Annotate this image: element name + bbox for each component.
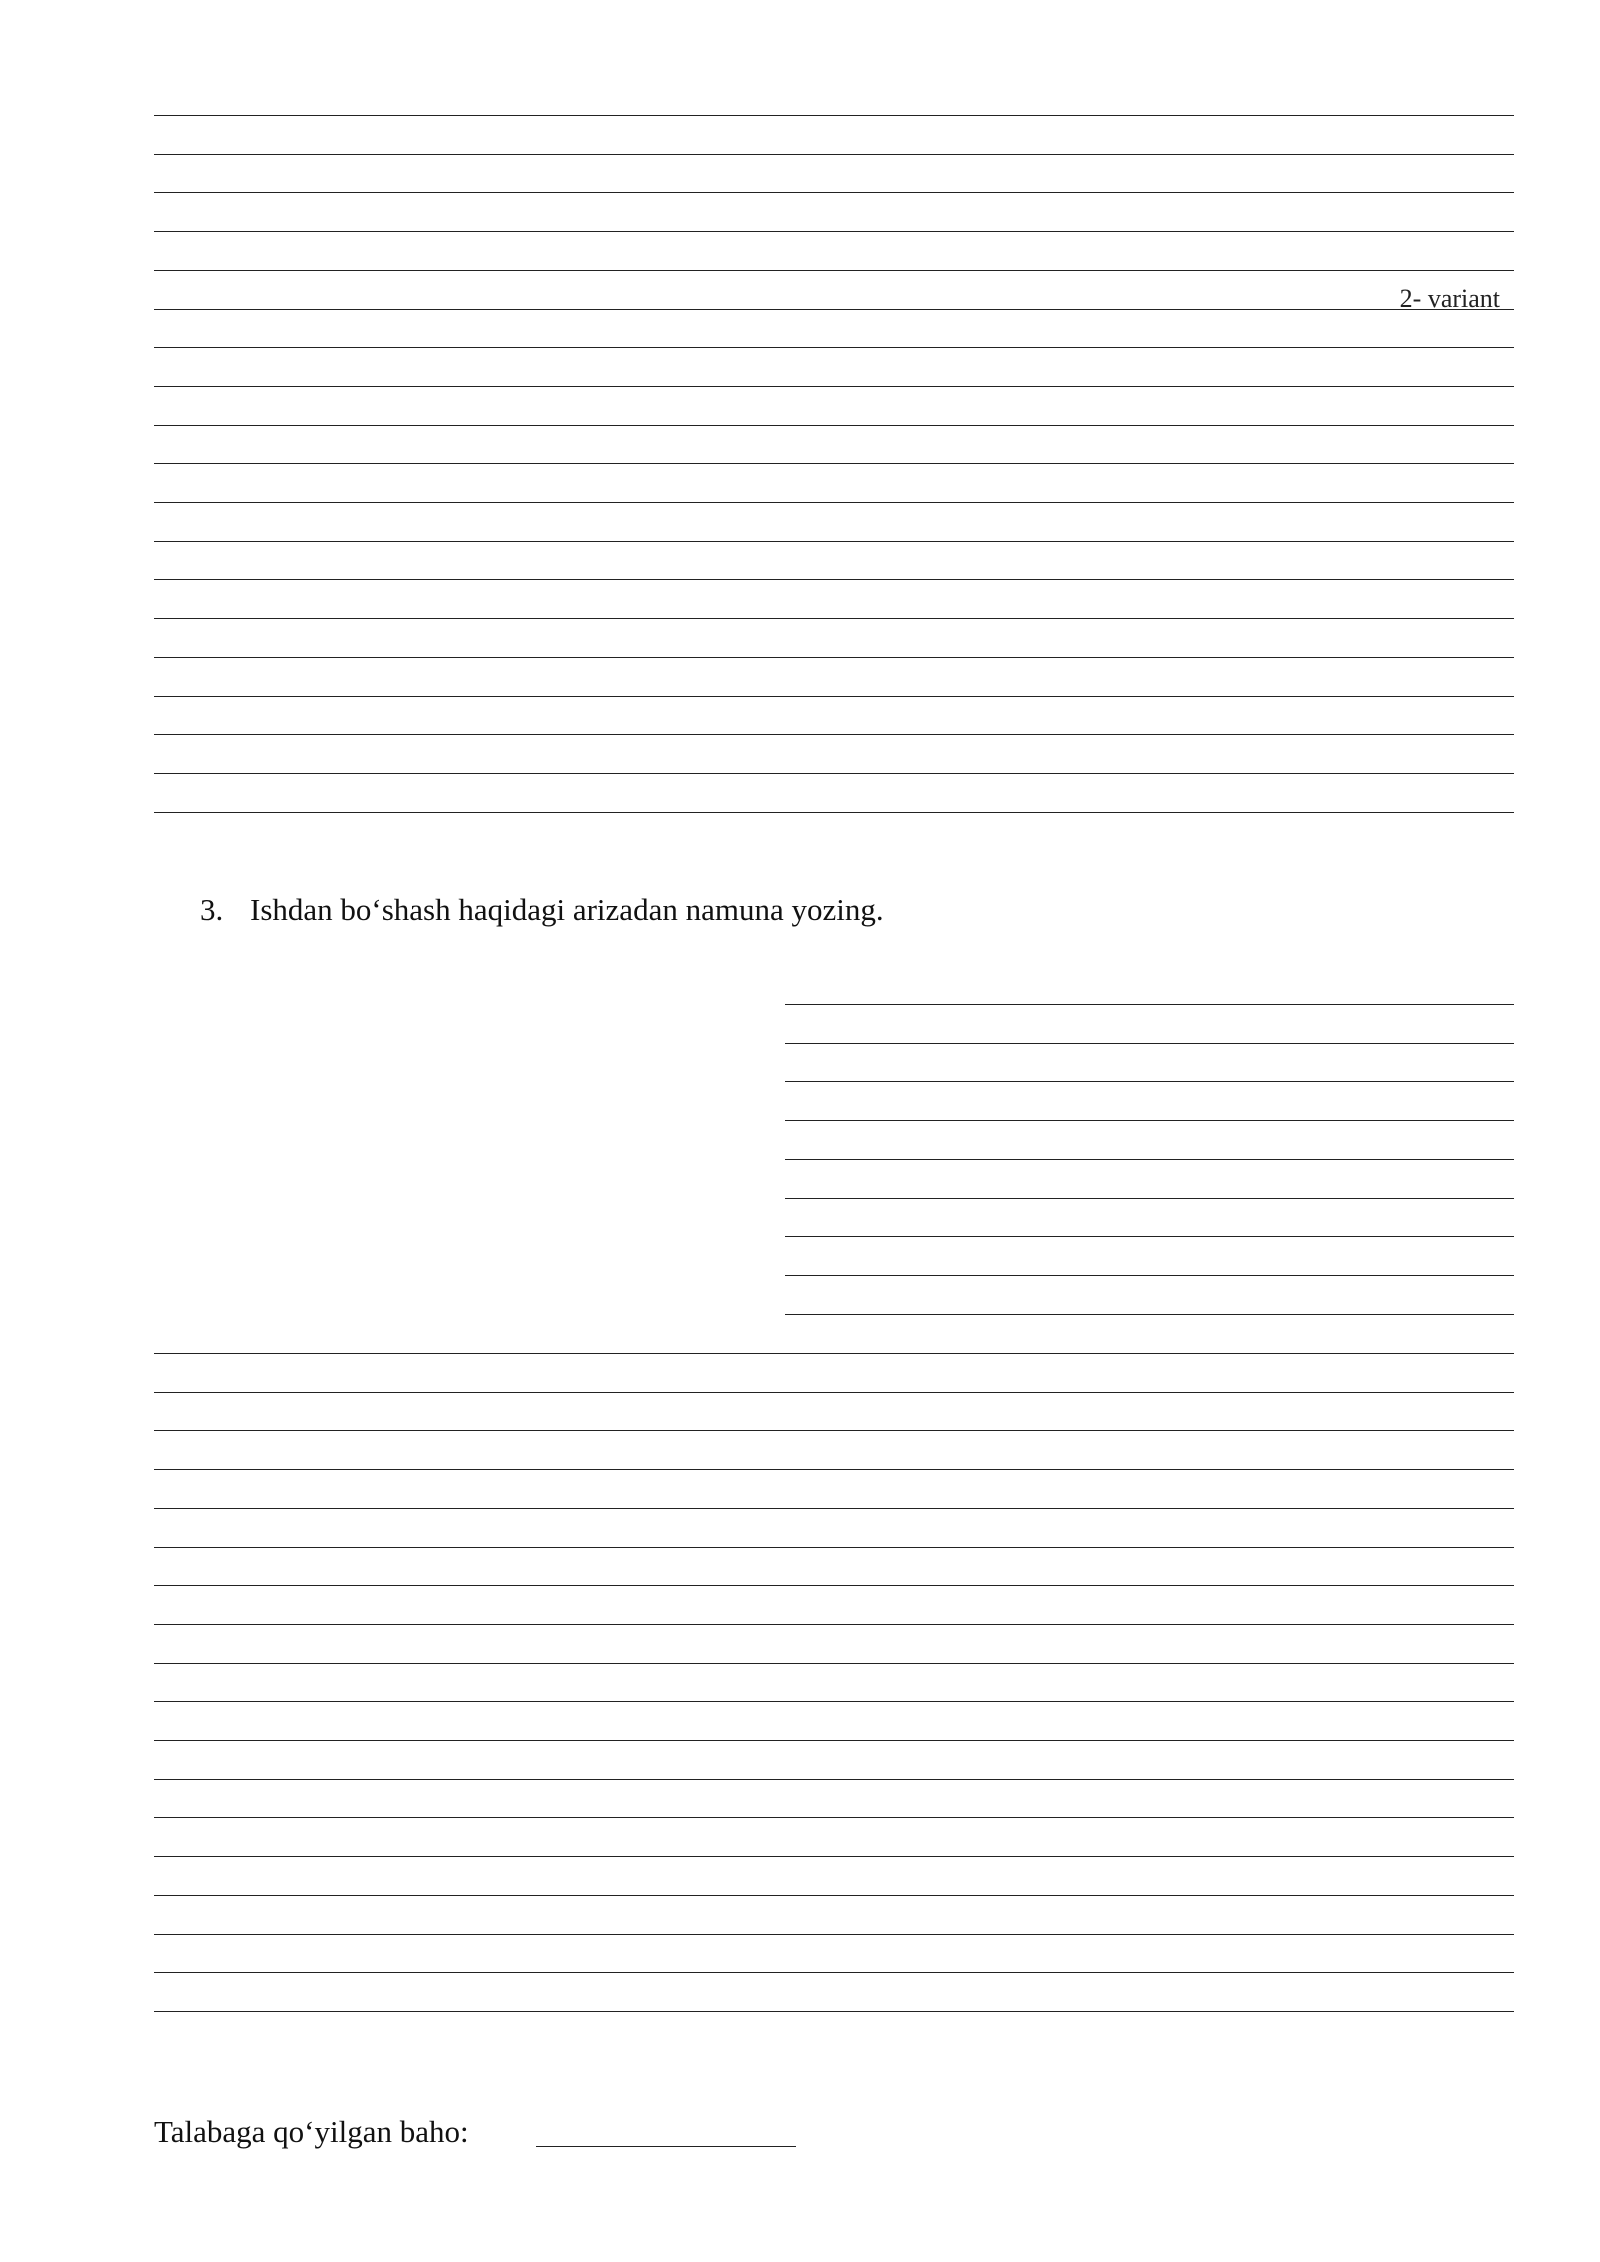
body-answer-line[interactable] — [154, 1392, 1514, 1393]
body-answer-line[interactable] — [154, 1856, 1514, 1857]
body-answer-line[interactable] — [154, 1972, 1514, 1973]
header-answer-line[interactable] — [785, 1004, 1514, 1005]
answer-line[interactable] — [154, 192, 1514, 193]
header-answer-line[interactable] — [785, 1198, 1514, 1199]
answer-line[interactable] — [154, 696, 1514, 697]
header-answer-line[interactable] — [785, 1120, 1514, 1121]
answer-line[interactable] — [154, 154, 1514, 155]
body-answer-line[interactable] — [154, 1508, 1514, 1509]
body-answer-line[interactable] — [154, 1663, 1514, 1664]
body-answer-line[interactable] — [154, 1547, 1514, 1548]
body-answer-line[interactable] — [154, 1585, 1514, 1586]
header-answer-line[interactable] — [785, 1081, 1514, 1082]
answer-line[interactable] — [154, 657, 1514, 658]
answer-line[interactable] — [154, 115, 1514, 116]
body-answer-line[interactable] — [154, 1353, 1514, 1354]
answer-line[interactable] — [154, 425, 1514, 426]
header-answer-line[interactable] — [785, 1043, 1514, 1044]
grade-blank-line[interactable] — [536, 2146, 796, 2147]
task-3 — [200, 890, 884, 930]
grade-label: Talabaga qo‘yilgan baho: — [154, 2114, 469, 2149]
answer-line[interactable] — [154, 347, 1514, 348]
body-answer-line[interactable] — [154, 1934, 1514, 1935]
body-answer-line[interactable] — [154, 1701, 1514, 1702]
body-answer-line[interactable] — [154, 1817, 1514, 1818]
answer-line[interactable] — [154, 270, 1514, 271]
answer-line[interactable] — [154, 463, 1514, 464]
answer-line[interactable] — [154, 773, 1514, 774]
task-text: Ishdan bo‘shash haqidagi arizadan namuna yozing. — [250, 892, 884, 927]
answer-line[interactable] — [154, 386, 1514, 387]
body-answer-line[interactable] — [154, 1895, 1514, 1896]
body-answer-line[interactable] — [154, 1740, 1514, 1741]
header-answer-line[interactable] — [785, 1236, 1514, 1237]
body-answer-line[interactable] — [154, 1430, 1514, 1431]
body-answer-line[interactable] — [154, 1469, 1514, 1470]
answer-line[interactable] — [154, 231, 1514, 232]
answer-line[interactable] — [154, 734, 1514, 735]
body-answer-line[interactable] — [154, 1779, 1514, 1780]
answer-line[interactable] — [154, 812, 1514, 813]
body-answer-line[interactable] — [154, 1624, 1514, 1625]
answer-line[interactable] — [154, 579, 1514, 580]
answer-line[interactable] — [154, 541, 1514, 542]
task-number: 3. — [200, 892, 224, 927]
body-answer-line[interactable] — [154, 2011, 1514, 2012]
answer-line[interactable] — [154, 618, 1514, 619]
header-answer-line[interactable] — [785, 1314, 1514, 1315]
variant-label: 2- variant — [1399, 284, 1500, 310]
header-answer-line[interactable] — [785, 1275, 1514, 1276]
answer-line[interactable] — [154, 502, 1514, 503]
header-answer-line[interactable] — [785, 1159, 1514, 1160]
